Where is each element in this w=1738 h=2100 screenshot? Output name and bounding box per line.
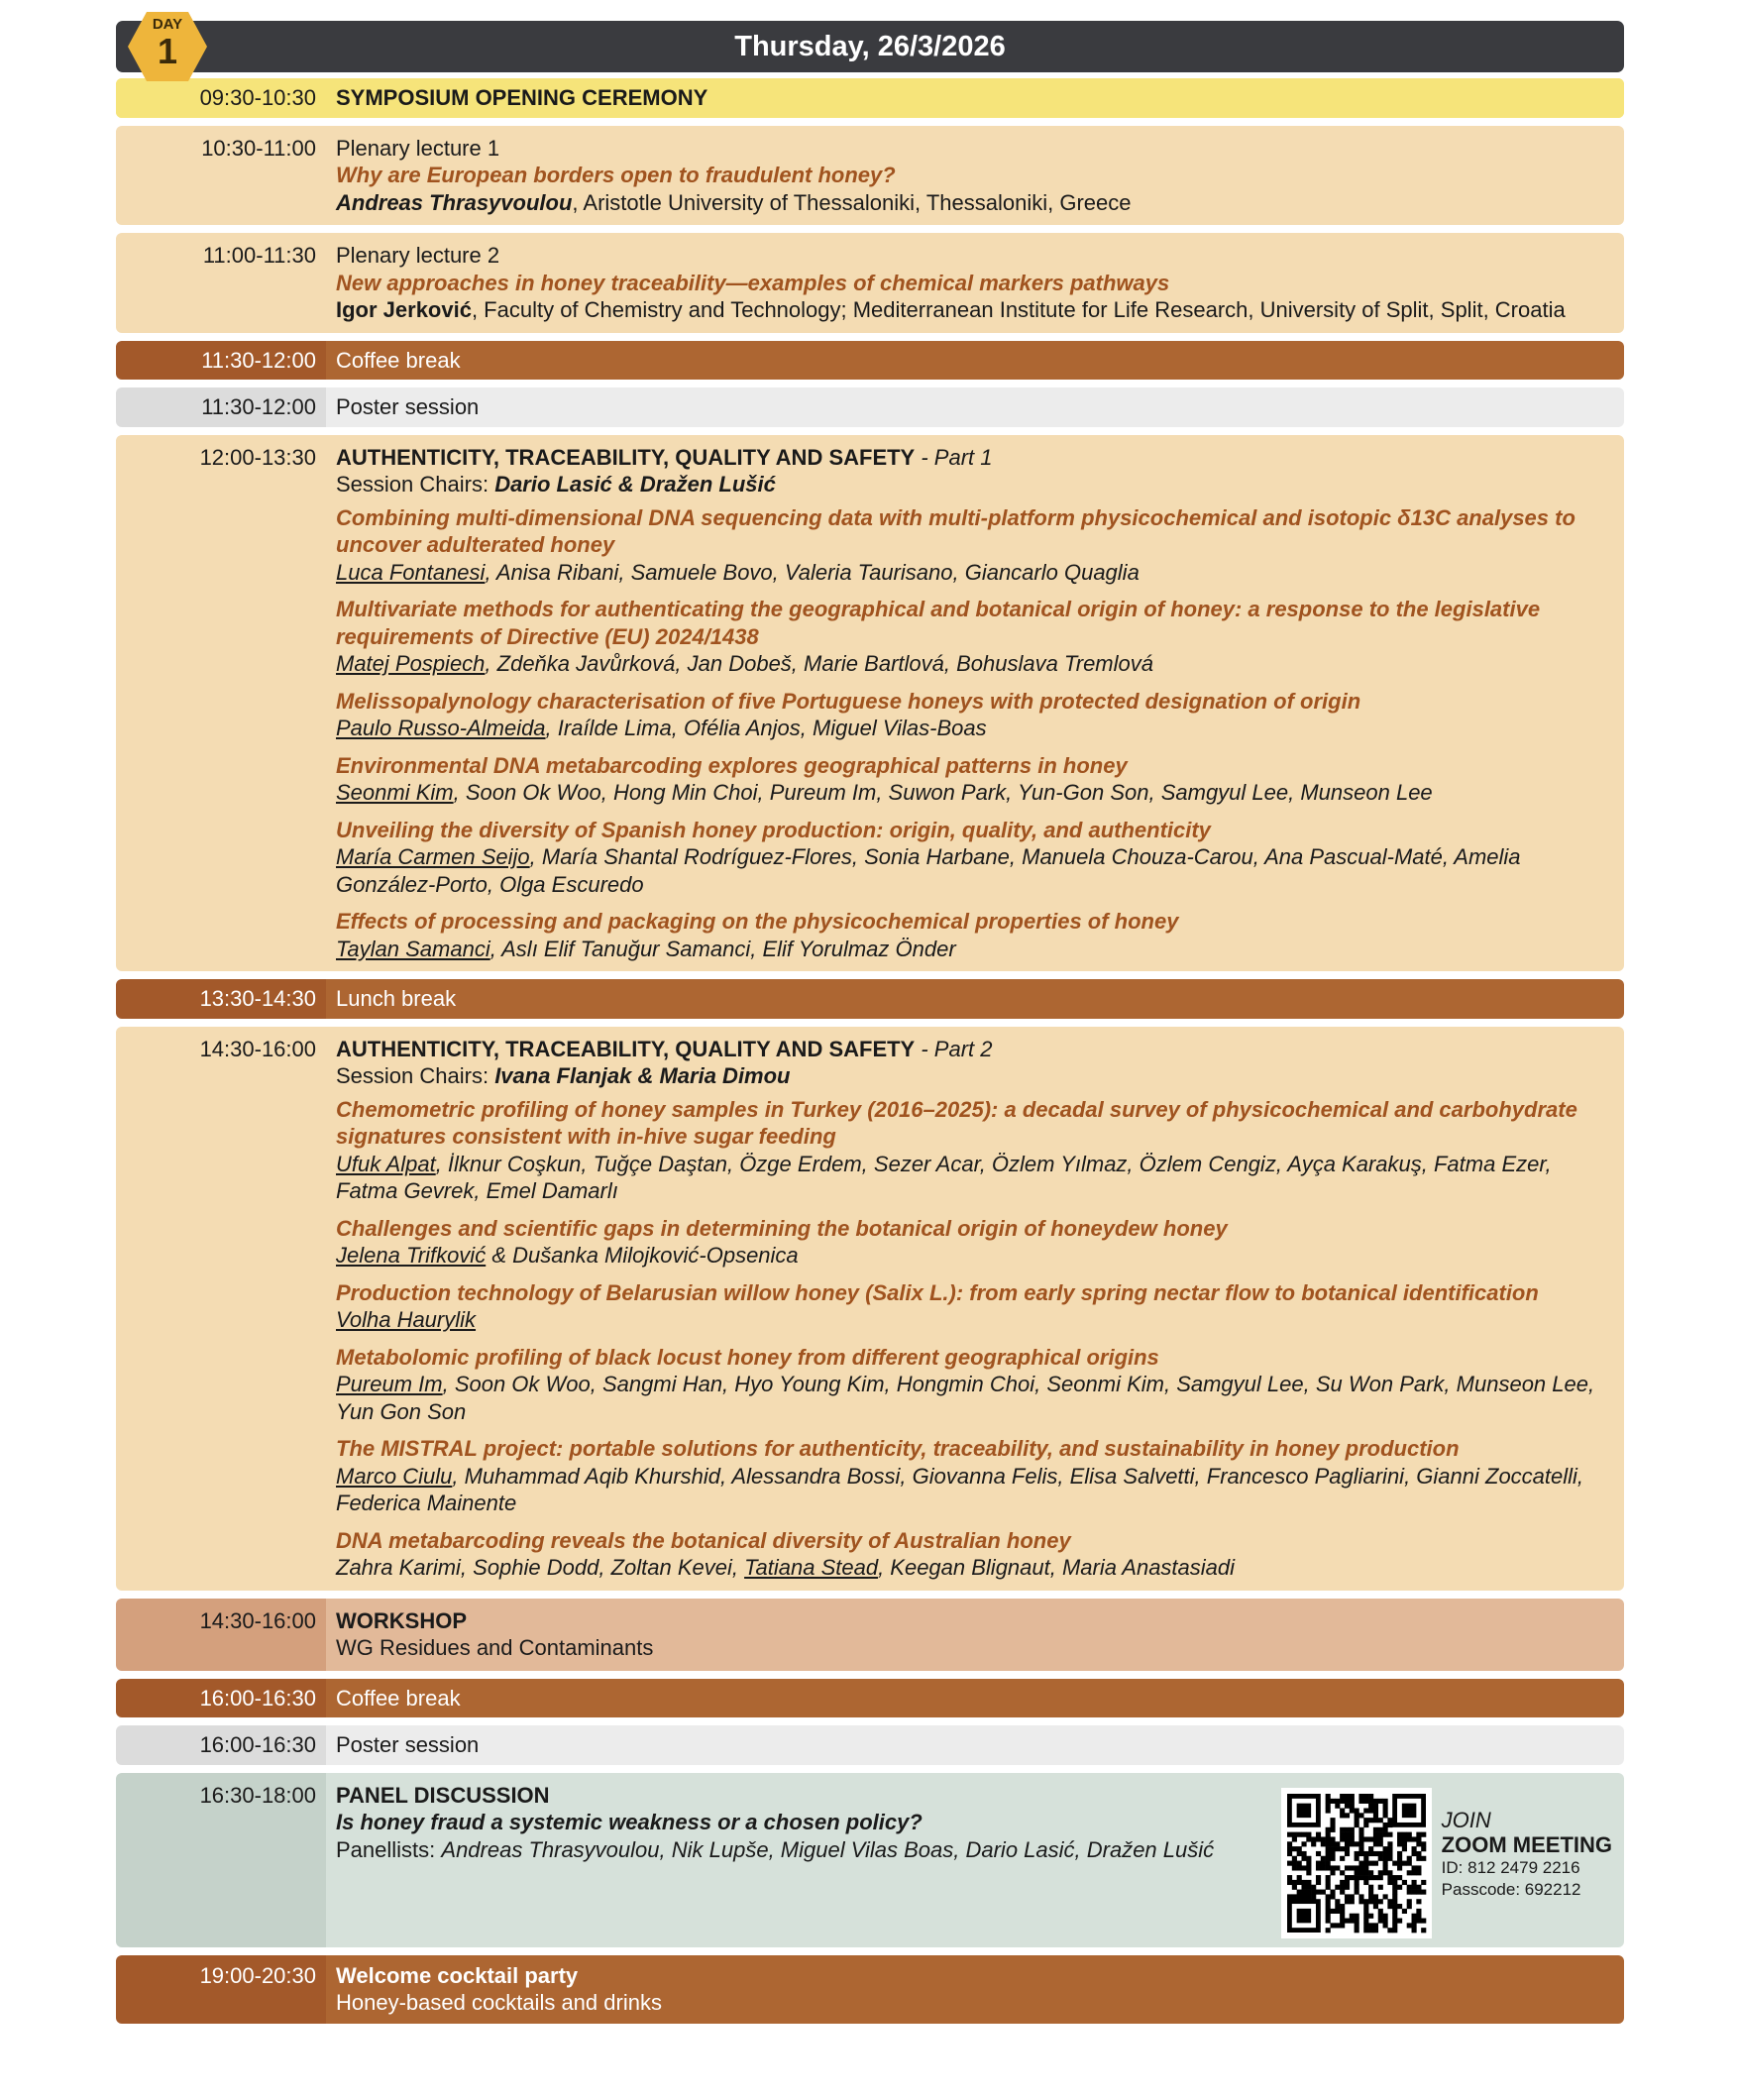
poster-label: Poster session <box>326 387 1624 427</box>
paper-title: Metabolomic profiling of black locust honey from different geographical origins <box>336 1344 1159 1370</box>
co-authors: , Soon Ok Woo, Hong Min Choi, Pureum Im, Suwon Park, Yun-Gon Son, Samgyul Lee, Munseon Lee <box>453 780 1433 805</box>
co-authors: , María Shantal Rodríguez-Flores, Sonia Harbane, Manuela Chouza-Carou, Ana Pascual-Maté, Amelia González-Porto, Olga Escuredo <box>336 844 1521 897</box>
coffee-break-row <box>116 341 1624 381</box>
time-label: 16:00-16:30 <box>116 1725 326 1765</box>
paper-authors <box>336 779 1612 807</box>
paper-item <box>336 688 1612 742</box>
speaker-affiliation: , Faculty of Chemistry and Technology; Mediterranean Institute for Life Research, University of Split, Split, Croatia <box>471 297 1566 322</box>
time-label: 11:30-12:00 <box>116 341 326 381</box>
day-number: 1 <box>157 31 178 71</box>
time-label: 09:30-10:30 <box>116 78 326 118</box>
presenting-author: Ufuk Alpat <box>336 1151 436 1176</box>
paper-title: Effects of processing and packaging on the physicochemical properties of honey <box>336 909 1179 934</box>
time-label: 11:30-12:00 <box>116 387 326 427</box>
time-label: 19:00-20:30 <box>116 1955 326 2024</box>
workshop-title: WORKSHOP <box>336 1607 467 1633</box>
co-authors: , Iraílde Lima, Ofélia Anjos, Miguel Vilas-Boas <box>545 716 987 740</box>
session-title: AUTHENTICITY, TRACEABILITY, QUALITY AND SAFETY <box>336 1036 916 1061</box>
presenting-author: Tatiana Stead <box>744 1555 879 1580</box>
time-label: 14:30-16:00 <box>116 1599 326 1671</box>
zoom-join: JOIN <box>1441 1807 1491 1832</box>
paper-authors <box>336 559 1612 587</box>
paper-list <box>336 504 1612 963</box>
panellists: Andreas Thrasyvoulou, Nik Lupše, Miguel Vilas Boas, Dario Lasić, Dražen Lušić <box>441 1836 1215 1862</box>
paper-item <box>336 1215 1612 1270</box>
paper-authors <box>336 715 1612 742</box>
cocktail-title: Welcome cocktail party <box>336 1962 579 1988</box>
presenting-author: Taylan Samanci <box>336 936 490 961</box>
session1-row <box>116 435 1624 972</box>
paper-title: Melissopalynology characterisation of five Portuguese honeys with protected designation of origin <box>336 688 1361 714</box>
opening-row <box>116 78 1624 118</box>
co-authors: Zahra Karimi, Sophie Dodd, Zoltan Kevei, <box>336 1555 745 1580</box>
paper-authors <box>336 1463 1612 1517</box>
paper-title: Combining multi-dimensional DNA sequencing data with multi-platform physicochemical and isotopic δ13C analyses to uncover adulterated honey <box>336 504 1575 557</box>
session-part: - Part 2 <box>915 1036 993 1061</box>
cocktail-subtitle: Honey-based cocktails and drinks <box>336 1990 662 2015</box>
poster-session-row <box>116 1725 1624 1765</box>
panellists-label: Panellists: <box>336 1836 442 1862</box>
paper-title: DNA metabarcoding reveals the botanical diversity of Australian honey <box>336 1527 1071 1553</box>
lecture-title: New approaches in honey traceability—examples of chemical markers pathways <box>336 270 1170 295</box>
paper-authors <box>336 1554 1612 1582</box>
plenary1-row <box>116 126 1624 226</box>
paper-authors <box>336 936 1612 963</box>
time-label: 10:30-11:00 <box>116 126 326 226</box>
date-title: Thursday, 26/3/2026 <box>734 31 1006 62</box>
lecture-title: Why are European borders open to fraudulent honey? <box>336 163 896 187</box>
paper-authors <box>336 843 1612 898</box>
day-badge <box>126 10 209 83</box>
speaker-affiliation: , Aristotle University of Thessaloniki, Thessaloniki, Greece <box>572 189 1132 215</box>
poster-session-row <box>116 387 1624 427</box>
presenting-author: Pureum Im <box>336 1372 443 1396</box>
presenting-author: Marco Ciulu <box>336 1463 453 1489</box>
presenting-author: Volha Haurylik <box>336 1307 477 1332</box>
session-title: AUTHENTICITY, TRACEABILITY, QUALITY AND SAFETY <box>336 444 916 470</box>
paper-title: The MISTRAL project: portable solutions for authenticity, traceability, and sustainability in honey production <box>336 1436 1460 1461</box>
poster-label: Poster session <box>326 1725 1624 1765</box>
paper-title: Environmental DNA metabarcoding explores geographical patterns in honey <box>336 752 1128 778</box>
lunch-break-row <box>116 979 1624 1019</box>
presenting-author: Paulo Russo-Almeida <box>336 716 546 740</box>
co-authors: , Keegan Blignaut, Maria Anastasiadi <box>878 1555 1236 1580</box>
paper-item <box>336 1344 1612 1426</box>
zoom-passcode: Passcode: 692212 <box>1441 1879 1581 1899</box>
speaker-name: Igor Jerković <box>336 297 472 322</box>
co-authors: , Soon Ok Woo, Sangmi Han, Hyo Young Kim, Hongmin Choi, Seonmi Kim, Samgyul Lee, Su Won Park, Munseon Lee, Yun Gon Son <box>336 1372 1595 1424</box>
presenting-author: Jelena Trifković <box>336 1243 487 1268</box>
paper-item <box>336 1435 1612 1517</box>
plenary2-row <box>116 233 1624 333</box>
time-label: 11:00-11:30 <box>116 233 326 333</box>
break-label: Lunch break <box>326 979 1624 1019</box>
time-label: 14:30-16:00 <box>116 1027 326 1591</box>
zoom-id: ID: 812 2479 2216 <box>1441 1857 1580 1877</box>
day-label: DAY <box>152 16 183 33</box>
paper-title: Unveiling the diversity of Spanish honey production: origin, quality, and authenticity <box>336 817 1211 842</box>
paper-item <box>336 1096 1612 1205</box>
time-label: 16:00-16:30 <box>116 1679 326 1718</box>
co-authors: , İlknur Coşkun, Tuğçe Daştan, Özge Erdem, Sezer Acar, Özlem Yılmaz, Özlem Cengiz, Ayça Karakuş, Fatma Ezer, Fatma Gevrek, Emel Damarlı <box>336 1151 1552 1203</box>
workshop-row <box>116 1599 1624 1671</box>
paper-authors <box>336 1151 1612 1205</box>
programme-page <box>116 16 1624 2024</box>
paper-authors <box>336 1242 1612 1270</box>
paper-list <box>336 1096 1612 1582</box>
day-header <box>116 16 1624 72</box>
paper-authors <box>336 650 1612 678</box>
paper-item <box>336 504 1612 587</box>
zoom-join-box[interactable] <box>1281 1788 1612 1938</box>
paper-item <box>336 908 1612 962</box>
paper-item <box>336 596 1612 678</box>
session-chairs: Ivana Flanjak & Maria Dimou <box>494 1063 791 1088</box>
chairs-label: Session Chairs: <box>336 472 495 497</box>
paper-authors <box>336 1371 1612 1425</box>
speaker-name: Andreas Thrasyvoulou <box>336 189 573 215</box>
time-label: 16:30-18:00 <box>116 1773 326 1947</box>
presenting-author: María Carmen Seijo <box>336 844 530 869</box>
session-chairs: Dario Lasić & Dražen Lušić <box>494 472 776 497</box>
panel-title: PANEL DISCUSSION <box>336 1782 550 1808</box>
session-part: - Part 1 <box>915 444 993 470</box>
presenting-author: Seonmi Kim <box>336 780 454 805</box>
paper-item <box>336 817 1612 899</box>
presenting-author: Matej Pospiech <box>336 651 486 676</box>
paper-item <box>336 1279 1612 1334</box>
paper-title: Multivariate methods for authenticating the geographical and botanical origin of honey: a response to the legislative requirements of Directive (EU) 2024/1438 <box>336 597 1541 649</box>
co-authors: , Muhammad Aqib Khurshid, Alessandra Bossi, Giovanna Felis, Elisa Salvetti, Francesco Pagliarini, Gianni Zoccatelli, Federica Mainente <box>336 1463 1584 1515</box>
break-label: Coffee break <box>326 341 1624 381</box>
opening-title: SYMPOSIUM OPENING CEREMONY <box>326 78 1624 118</box>
panel-row <box>116 1773 1624 1947</box>
chairs-label: Session Chairs: <box>336 1063 495 1088</box>
plenary-label: Plenary lecture 2 <box>336 243 500 268</box>
workshop-subtitle: WG Residues and Contaminants <box>336 1635 654 1660</box>
time-label: 13:30-14:30 <box>116 979 326 1019</box>
plenary-label: Plenary lecture 1 <box>336 135 500 161</box>
co-authors: , Aslı Elif Tanuğur Samanci, Elif Yorulmaz Önder <box>489 936 956 961</box>
break-label: Coffee break <box>326 1679 1624 1718</box>
co-authors: & Dušanka Milojković-Opsenica <box>486 1243 799 1268</box>
qr-code-icon[interactable] <box>1281 1788 1432 1938</box>
paper-item <box>336 752 1612 807</box>
co-authors: , Anisa Ribani, Samuele Bovo, Valeria Taurisano, Giancarlo Quaglia <box>485 559 1140 585</box>
panel-question: Is honey fraud a systemic weakness or a chosen policy? <box>336 1810 923 1834</box>
session2-row <box>116 1027 1624 1591</box>
paper-title: Production technology of Belarusian willow honey (Salix L.): from early spring nectar flow to botanical identification <box>336 1279 1539 1305</box>
time-label: 12:00-13:30 <box>116 435 326 972</box>
coffee-break-row <box>116 1679 1624 1718</box>
paper-title: Chemometric profiling of honey samples in Turkey (2016–2025): a decadal survey of physicochemical and carbohydrate signatures consistent with in-hive sugar feeding <box>336 1096 1577 1149</box>
cocktail-row <box>116 1955 1624 2024</box>
presenting-author: Luca Fontanesi <box>336 559 486 585</box>
paper-item <box>336 1527 1612 1582</box>
co-authors: , Zdeňka Javůrková, Jan Dobeš, Marie Bartlová, Bohuslava Tremlová <box>485 651 1153 676</box>
zoom-title: ZOOM MEETING <box>1441 1831 1612 1857</box>
paper-authors <box>336 1306 1612 1334</box>
paper-title: Challenges and scientific gaps in determining the botanical origin of honeydew honey <box>336 1215 1228 1241</box>
